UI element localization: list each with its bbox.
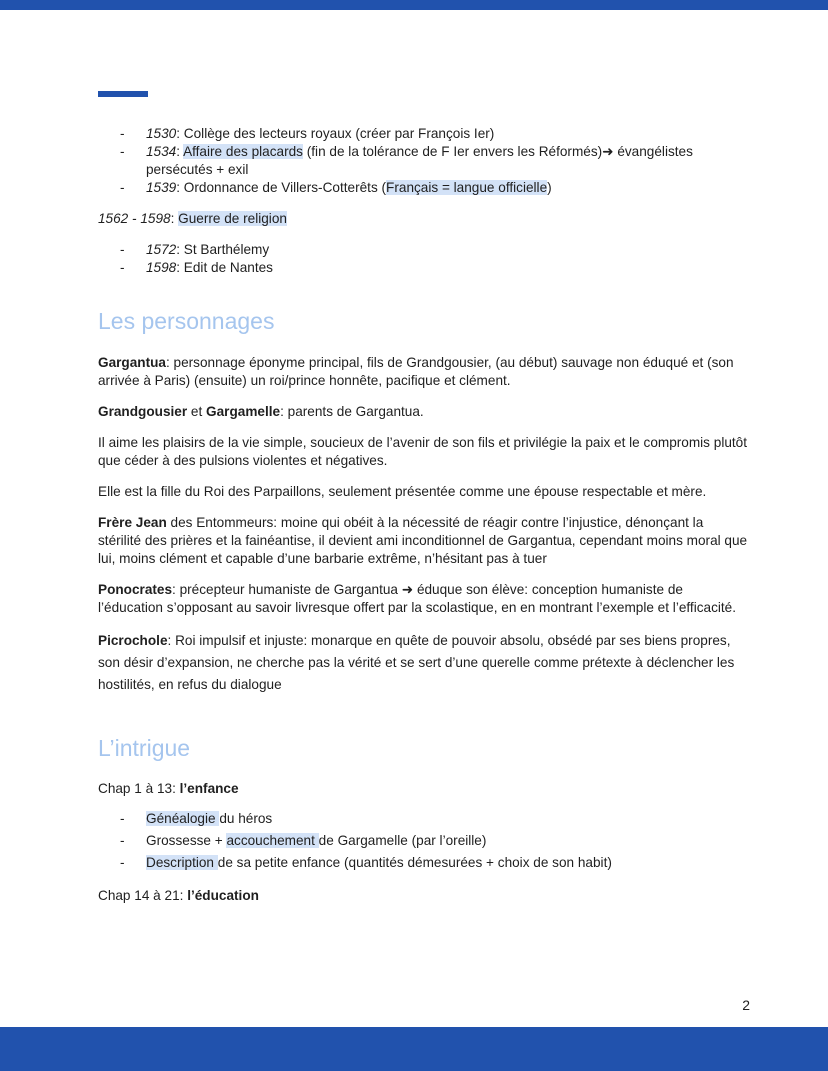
list-item: - Généalogie du héros — [98, 808, 750, 830]
character-picrochole: Picrochole: Roi impulsif et injuste: monarque en quête de pouvoir absolu, obsédé par ses biens propres, son désir d’expansion, ne cherche pas la vérité et se sert d’une querelle comme prétexte à déclencher les hostilités, en refus du dialogue — [98, 633, 735, 692]
list-item: - 1539: Ordonnance de Villers-Cotterêts (Français = langue officielle) — [98, 179, 750, 197]
timeline-list-a — [98, 125, 750, 197]
highlight: accouchement — [226, 833, 319, 848]
chapter-heading-enfance: Chap 1 à 13: l’enfance — [98, 781, 239, 796]
list-item: - Grossesse + accouchement de Gargamelle (par l’oreille) — [98, 830, 750, 852]
page-number: 2 — [742, 997, 750, 1013]
highlight: Français = langue officielle — [386, 180, 548, 195]
document-body — [98, 125, 750, 905]
grandgousier-description: Il aime les plaisirs de la vie simple, soucieux de l’avenir de son fils et privilégie la paix et le compromis plutôt que céder à des pulsions violentes et négatives. — [98, 435, 748, 468]
list-item: - 1534: Affaire des placards (fin de la tolérance de F Ier envers les Réformés)➜ évangélistes persécutés + exil — [98, 143, 750, 179]
list-item: - 1572: St Barthélemy — [98, 241, 750, 259]
enfance-list — [98, 808, 750, 874]
gargamelle-description: Elle est la fille du Roi des Parpaillons, seulement présentée comme une épouse respectable et mère. — [98, 484, 707, 499]
highlight: Généalogie — [146, 811, 220, 826]
highlight: Guerre de religion — [178, 211, 287, 226]
list-item: - Description de sa petite enfance (quantités démesurées + choix de son habit) — [98, 852, 750, 874]
bottom-color-bar — [0, 1027, 828, 1071]
character-gargantua: Gargantua: personnage éponyme principal, fils de Grandgousier, (au début) sauvage non éduqué et (son arrivée à Paris) (ensuite) un roi/prince honnête, pacifique et clément. — [98, 355, 734, 388]
list-item: - 1530: Collège des lecteurs royaux (créer par François Ier) — [98, 125, 750, 143]
highlight: Affaire des placards — [183, 144, 303, 159]
character-parents: Grandgousier et Gargamelle: parents de Gargantua. — [98, 404, 424, 419]
chapter-heading-education: Chap 14 à 21: l’éducation — [98, 888, 259, 903]
character-ponocrates: Ponocrates: précepteur humaniste de Gargantua ➜ éduque son élève: conception humaniste de l’éducation s’opposant au savoir livresque offert par la scolastique, en en montrant l’exemple et l’efficacité. — [98, 582, 737, 615]
section-heading-personnages: Les personnages — [98, 308, 275, 334]
character-frere-jean: Frère Jean des Entommeurs: moine qui obéit à la nécessité de réagir contre l’injustice, dénonçant la stérilité des prières et la fainéantise, il devient ami inconditionnel de Gargantua, cependant moins moral que lui, moins clément et capable d’une barbarie extrême, n’hésitant pas à tuer — [98, 515, 748, 566]
section-heading-intrigue: L’intrigue — [98, 735, 191, 761]
top-color-bar — [0, 0, 828, 10]
list-item: - 1598: Edit de Nantes — [98, 259, 750, 277]
war-period-line: 1562 - 1598: Guerre de religion — [98, 211, 287, 226]
highlight: Description — [146, 855, 218, 870]
accent-bar — [98, 91, 148, 97]
timeline-list-b — [98, 241, 750, 277]
